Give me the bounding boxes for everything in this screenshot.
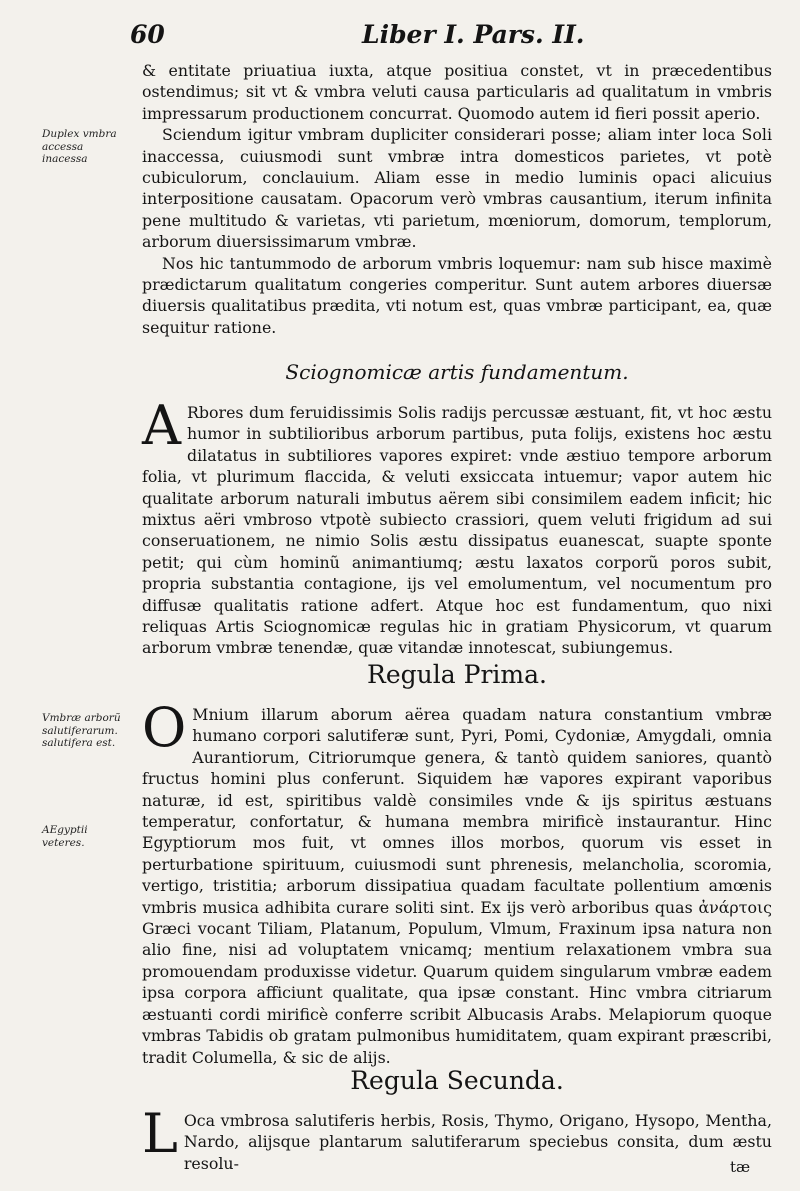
text-block-2 xyxy=(142,394,772,659)
text-block-3 xyxy=(142,696,772,1068)
margin-note-aegyptii: AEgyptii veteres. xyxy=(42,824,88,849)
rule-one-heading: Regula Prima. xyxy=(367,660,547,689)
paragraph-sciendum: Sciendum igitur vmbram dupliciter considerari posse; aliam inter loca Soli inaccessa, cuiusmodi sunt vmbræ intra domesticos parietes, vt potè cubiculorum, conclauium. Aliam esse in medio luminis opaci alicuius interpositione causatam. Opacorum verò vmbras causantium, iterum infinita pene multitudo & varietas, vti parietum, mœniorum, domorum, templorum, arborum diuersissimarum vmbræ. xyxy=(142,125,772,252)
drop-cap-l: L xyxy=(142,1102,178,1165)
paragraph-fundamentum xyxy=(142,394,772,659)
running-title: Liber I. Pars. II. xyxy=(362,20,585,49)
rule-two-heading: Regula Secunda. xyxy=(350,1066,564,1095)
paragraph-regula-secunda xyxy=(142,1102,772,1174)
paragraph-nos-hic: Nos hic tantummodo de arborum vmbris loquemur: nam sub hisce maximè prædictarum qualitatum congeries comperitur. Sunt autem arbores diuersæ diuersis qualitatibus prædita, vti notum est, quas vmbræ participant, ea, quæ sequitur ratione. xyxy=(142,253,772,337)
section-heading: Sciognomicæ artis fundamentum. xyxy=(285,360,629,384)
paragraph-regula-secunda-text: Oca vmbrosa salutiferis herbis, Rosis, Thymo, Origano, Hysopo, Mentha, Nardo, alijsque plantarum salutiferarum speciebus consita, dum æstu resolu- xyxy=(183,1111,772,1173)
margin-note-duplex: Duplex vmbra accessa inacessa xyxy=(42,128,117,165)
drop-cap-a: A xyxy=(142,394,181,457)
drop-cap-o: O xyxy=(142,696,187,759)
paragraph-regula-prima xyxy=(142,696,772,1068)
margin-note-regula: Vmbræ arborũ salutiferarum. salutifera est. xyxy=(42,712,121,749)
catchword: tæ xyxy=(730,1158,751,1176)
page-number: 60 xyxy=(130,20,165,49)
running-header xyxy=(130,14,770,54)
text-block-4 xyxy=(142,1102,772,1174)
paragraph-regula-prima-text: Mnium illarum aborum aërea quadam natura constantium vmbræ humano corpori salutiferæ sunt, Pyri, Pomi, Cydoniæ, Amygdali, omnia Aurantiorum, Citriorumque genera, & tantò quidem saniores, quantò fructus homini plus conferunt. Siquidem hæ vapores expirant vaporibus naturæ, id est, spiritibus valdè consimiles vnde & ijs spiritus æstuans temperatur, confortatur, & humana membra mirificè instaurantur. Hinc Egyptiorum mos fuit, vt omnes illos morbos, quorum vis esset in perturbatione spirituum, cuiusmodi sunt phrenesis, melancholia, scoromia, vertigo, tristitia; arborum dissipatiua quadam facultate pollentium amœnis vmbris musica adhibita curare soliti sint. Ex ijs verò arboribus quas ἀνάρτοις Græci vocant Tiliam, Platanum, Populum, Vlmum, Fraxinum ipsa natura non alio fine, nisi ad voluptatem vnicamq; mentium relaxationem vmbra sua promouendam produxisse videtur. Quarum quidem singularum vmbræ eadem ipsa corpora afficiunt qualitate, qua ipsæ constant. Hinc vmbra citriarum æstuanti cordi mirificè conferre scribit Albucasis Arabs. Melapiorum quoque vmbras Tabidis ob gratam pulmonibus humiditatem, quam expirant præscribi, tradit Columella, & sic de alijs. xyxy=(142,705,772,1067)
paragraph-continuation: & entitate priuatiua iuxta, atque positiua constet, vt in præcedentibus ostendimus; sit vt & vmbra veluti causa particularis ad qualitatum in vmbris impressarum productionem concurrat. Quomodo autem id fieri possit aperio. xyxy=(142,61,772,123)
text-block-1 xyxy=(142,60,772,338)
paragraph-fundamentum-text: Rbores dum feruidissimis Solis radijs percussæ æstuant, fit, vt hoc æstu humor in subtilioribus arborum partibus, puta folijs, existens hoc æstu dilatatus in subtiliores vapores expiret: vnde æstiuo tempore arborum folia, vt plurimum flaccida, & veluti exsiccata intuemur; vapor autem hic qualitate arborum naturali imbutus aërem sibi consimilem eadem inficit; hic mixtus aëri vmbroso vtpotè subiecto crassiori, quem veluti frigidum ad sui conseruationem, ne nimio Solis æstu dissipatus euanescat, suapte sponte petit; qui cùm hominũ animantiumq; æstu laxatos corporũ poros subit, propria substantia contagione, ijs vel emolumentum, vel nocumentum pro diffusæ qualitatis ratione adfert. Atque hoc est fundamentum, quo nixi reliquas Artis Sciognomicæ regulas hic in gratiam Physicorum, vt quarum arborum vmbræ tenendæ, quæ vitandæ innotescat, subiungemus. xyxy=(142,403,772,658)
